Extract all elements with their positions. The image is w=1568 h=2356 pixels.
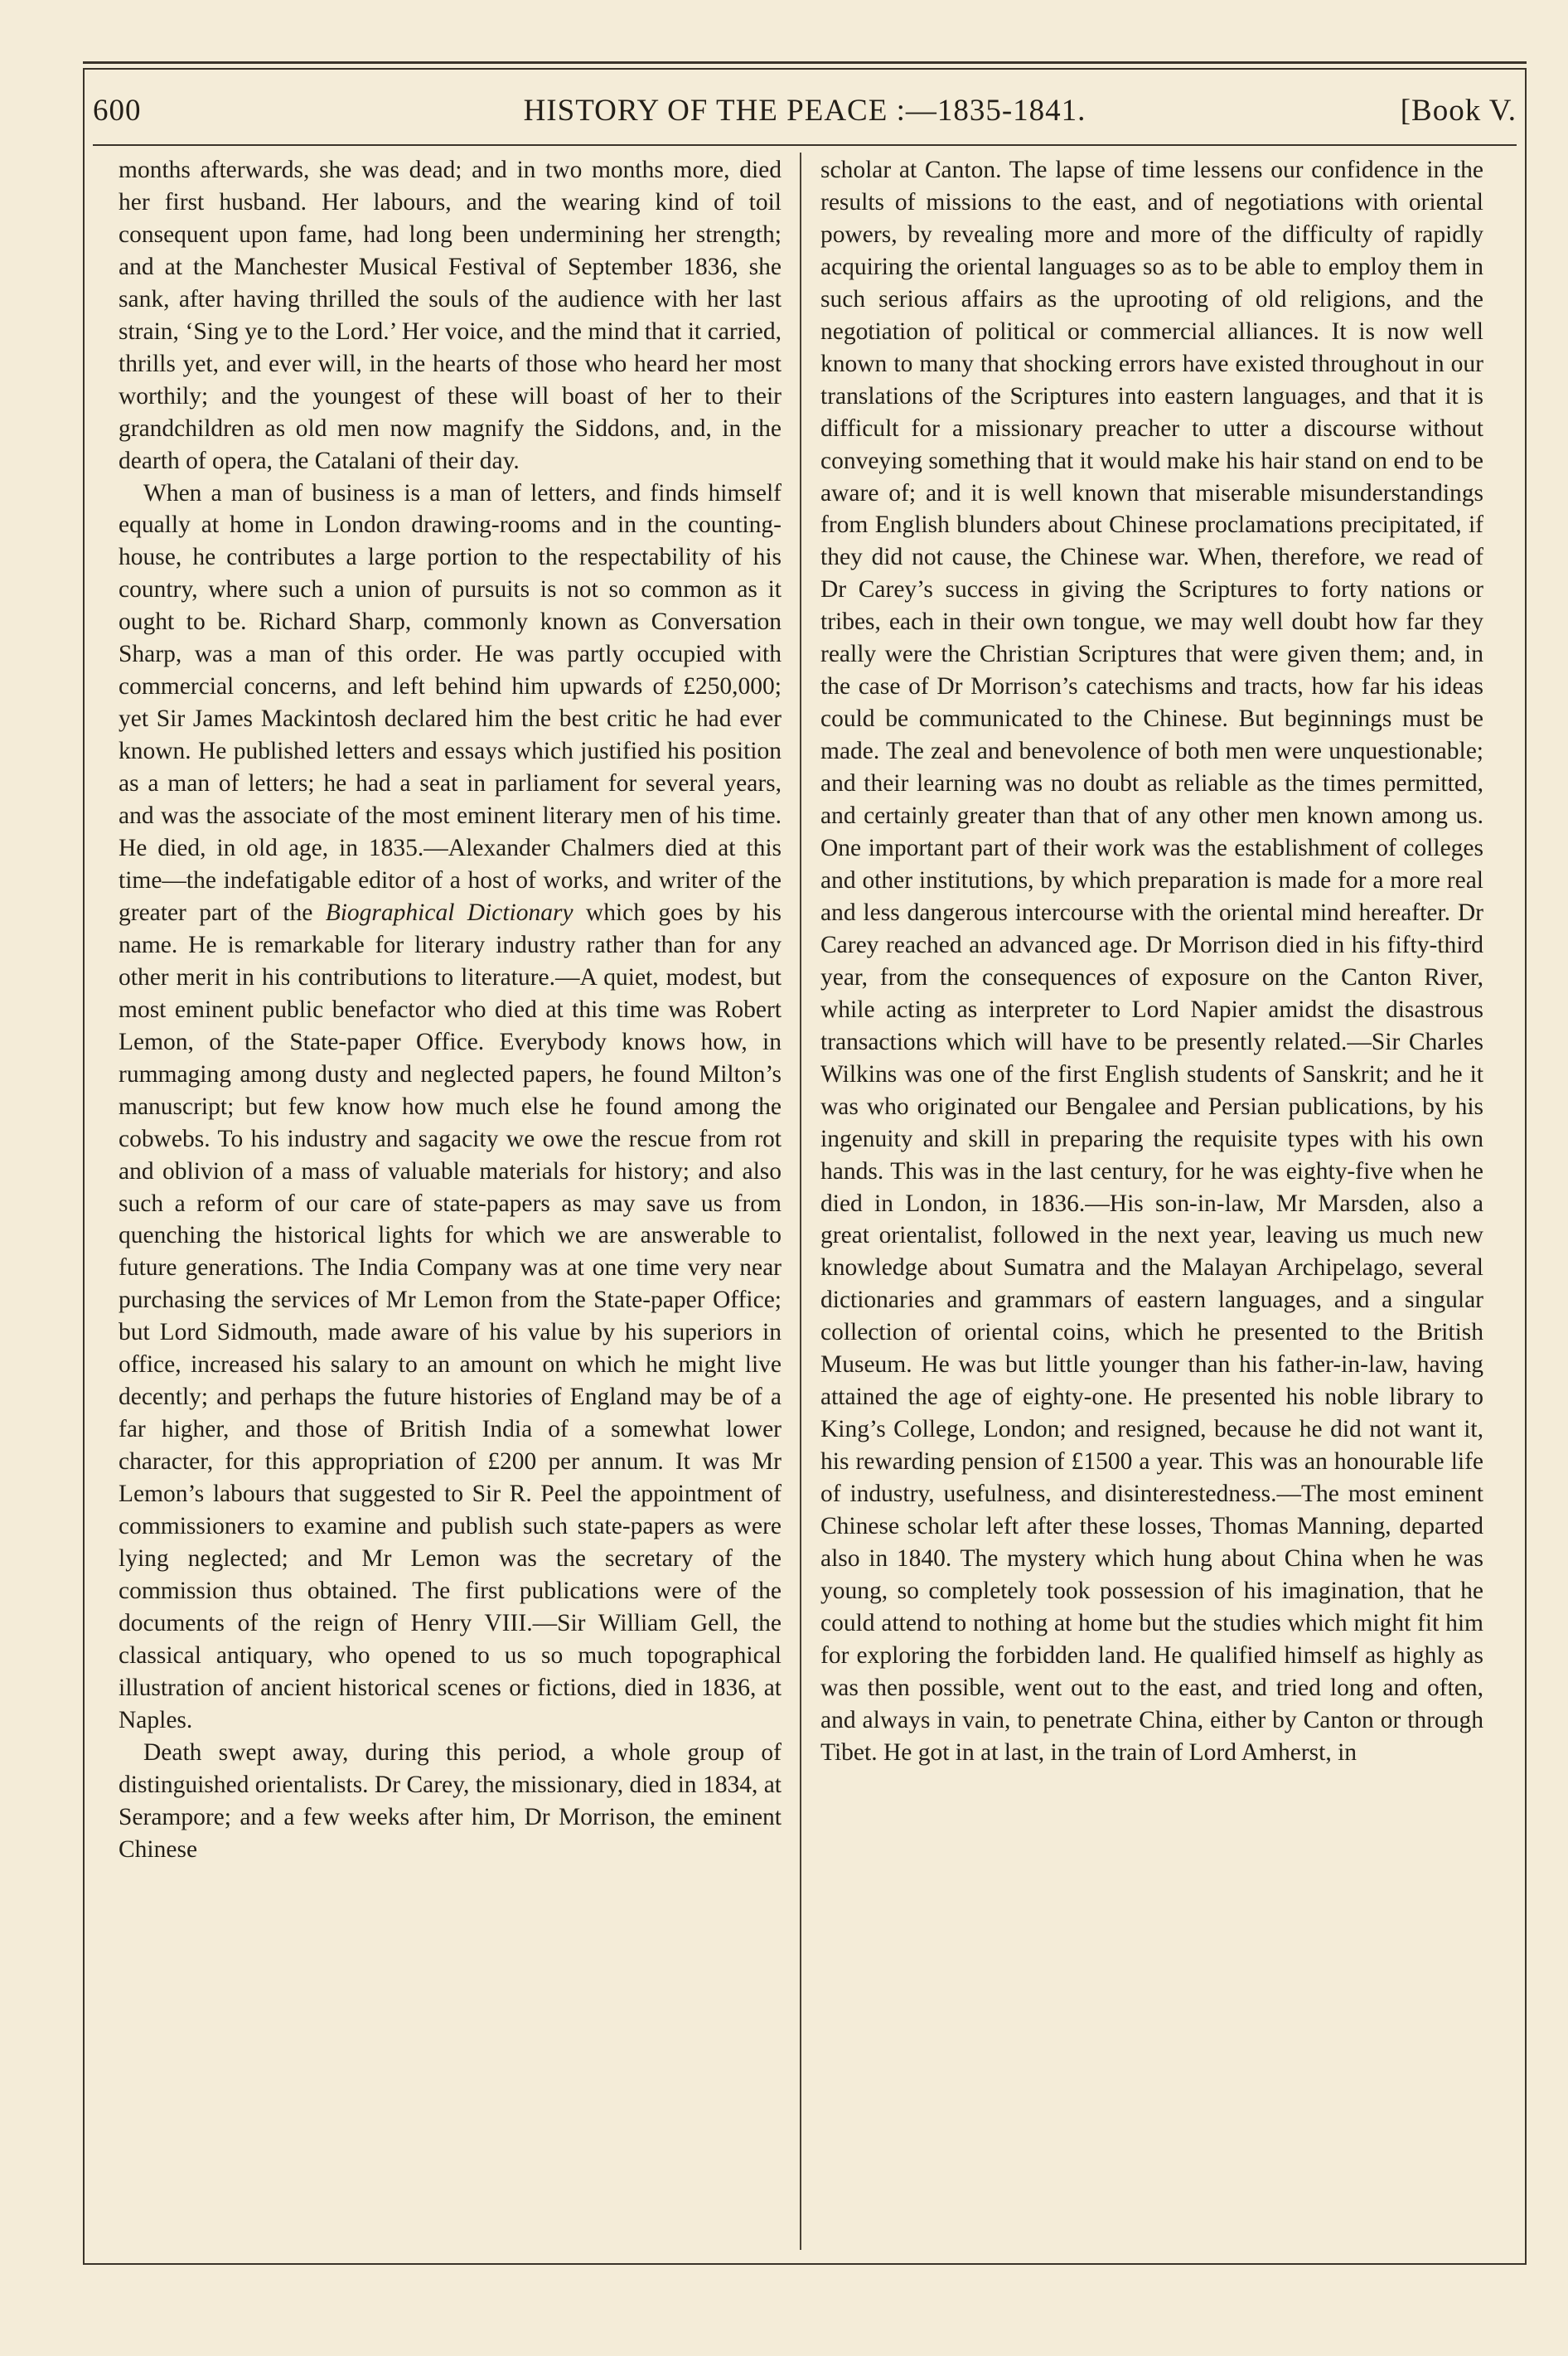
header-rule	[93, 144, 1517, 146]
right-column	[820, 154, 1483, 2243]
paragraph: months afterwards, she was dead; and in two months more, died her first husband. Her labours, and the wearing kind of toil consequent upon fame, had long been undermining her strength; and at the Manchester Musical Festival of September 1836, she sank, after having thrilled the souls of the audience with her last strain, ‘Sing ye to the Lord.’ Her voice, and the mind that it carried, thrills yet, and ever will, in the hearts of those who heard her most worthily; and the youngest of these will boast of her to their grandchildren as old men now magnify the Siddons, and, in the dearth of opera, the Catalani of their day.	[119, 157, 782, 474]
paragraph: Death swept away, during this period, a whole group of distinguished orientalists. Dr Carey, the missionary, died in 1834, at Serampore; and a few weeks after him, Dr Morrison, the eminent Chinese	[119, 1738, 782, 1863]
book-title-italic: Biographical Dictionary	[325, 899, 573, 926]
running-title: HISTORY OF THE PEACE :—1835-1841.	[523, 94, 1086, 128]
top-rule	[83, 61, 1527, 64]
text-run: which goes by his name. He is remarkable for literary industry rather than for any other merit in his contributions to literature.—A quiet, modest, but most eminent public benefactor who died at this time was Robert Lemon, of the State-paper Office. Everybody knows how, in rummaging among dusty and neglected papers, he found Milton’s manuscript; but few know how much else he found among the cobwebs. To his industry and sagacity we owe the rescue from rot and oblivion of a mass of valuable materials for history; and also such a reform of our care of state-papers as may save us from quenching the historical lights for which we are answerable to future generations. The India Company was at one time very near purchasing the services of Mr Lemon from the State-paper Office; but Lord Sidmouth, made aware of his value by his superiors in office, increased his salary to an amount on which he might live decently; and perhaps the future histories of England may be of a far higher, and those of British India of a somewhat lower character, for this appropriation of £200 per annum. It was Mr Lemon’s labours that suggested to Sir R. Peel the appointment of commissioners to examine and publish such state-papers as were lying neglected; and Mr Lemon was the secretary of the commission thus obtained. The first publications were of the documents of the reign of Henry VIII.—Sir William Gell, the classical antiquary, who opened to us so much topographical illustration of ancient historical scenes or fictions, died in 1836, at Naples.	[119, 899, 782, 1733]
book-label: [Book V.	[1400, 94, 1517, 128]
running-header	[93, 93, 1517, 139]
paragraph: scholar at Canton. The lapse of time lessens our confidence in the results of missions to the east, and of negotiations with oriental powers, by revealing more and more of the difficulty of rapidly acquiring the oriental languages so as to be able to employ them in such serious affairs as the uprooting of old religions, and the negotiation of political or commercial alliances. It is now well known to many that shocking errors have existed throughout in our translations of the Scriptures into eastern languages, and that it is difficult for a missionary preacher to utter a discourse without conveying something that it would make his hair stand on end to be aware of; and it is well known that miserable misunderstandings from English blunders about Chinese proclamations precipitated, if they did not cause, the Chinese war. When, therefore, we read of Dr Carey’s success in giving the Scriptures to forty nations or tribes, each in their own tongue, we may well doubt how far they really were the Christian Scriptures that were given them; and, in the case of Dr Morrison’s catechisms and tracts, how far his ideas could be communicated to the Chinese. But beginnings must be made. The zeal and benevolence of both men were unquestionable; and their learning was no doubt as reliable as the times permitted, and certainly greater than that of any other men known among us. One important part of their work was the establishment of colleges and other institutions, by which preparation is made for a more real and less dangerous intercourse with the oriental mind hereafter. Dr Carey reached an advanced age. Dr Morrison died in his fifty-third year, from the consequences of exposure on the Canton River, while acting as interpreter to Lord Napier amidst the disastrous transactions which will have to be presently related.—Sir Charles Wilkins was one of the first English students of Sanskrit; and he it was who originated our Bengalee and Persian publications, by his ingenuity and skill in preparing the requisite types with his own hands. This was in the last century, for he was eighty-five when he died in London, in 1836.—His son-in-law, Mr Marsden, also a great orientalist, followed in the next year, leaving us much new knowledge about Sumatra and the Malayan Archipelago, several dictionaries and grammars of eastern languages, and a singular collection of oriental coins, which he presented to the British Museum. He was but little younger than his father-in-law, having attained the age of eighty-one. He presented his noble library to King’s College, London; and resigned, because he did not want it, his rewarding pension of £1500 a year. This was an honourable life of industry, usefulness, and disinterestedness.—The most eminent Chinese scholar left after these losses, Thomas Manning, departed also in 1840. The mystery which hung about China when he was young, so completely took possession of his imagination, that he could attend to nothing at home but the studies which might fit him for exploring the forbidden land. He qualified himself as highly as was then possible, went out to the east, and tried long and often, and always in vain, to penetrate China, either by Canton or through Tibet. He got in at last, in the train of Lord Amherst, in	[820, 157, 1483, 1766]
text-run: When a man of business is a man of letters, and finds himself equally at home in London drawing-rooms and in the counting-house, he contributes a large portion to the respectability of his country, where such a union of pursuits is not so common as it ought to be. Richard Sharp, commonly known as Conversation Sharp, was a man of this order. He was partly occupied with commercial concerns, and left behind him upwards of £250,000; yet Sir James Mackintosh declared him the best critic he had ever known. He published letters and essays which justified his position as a man of letters; he had a seat in parliament for several years, and was the associate of the most eminent literary men of his time. He died, in old age, in 1835.—Alexander Chalmers died at this time—the indefatigable editor of a host of works, and writer of the greater part of the	[119, 479, 782, 926]
column-divider	[800, 153, 801, 2250]
paragraph	[119, 478, 782, 1737]
page-number: 600	[93, 94, 142, 128]
left-column	[119, 154, 782, 2243]
